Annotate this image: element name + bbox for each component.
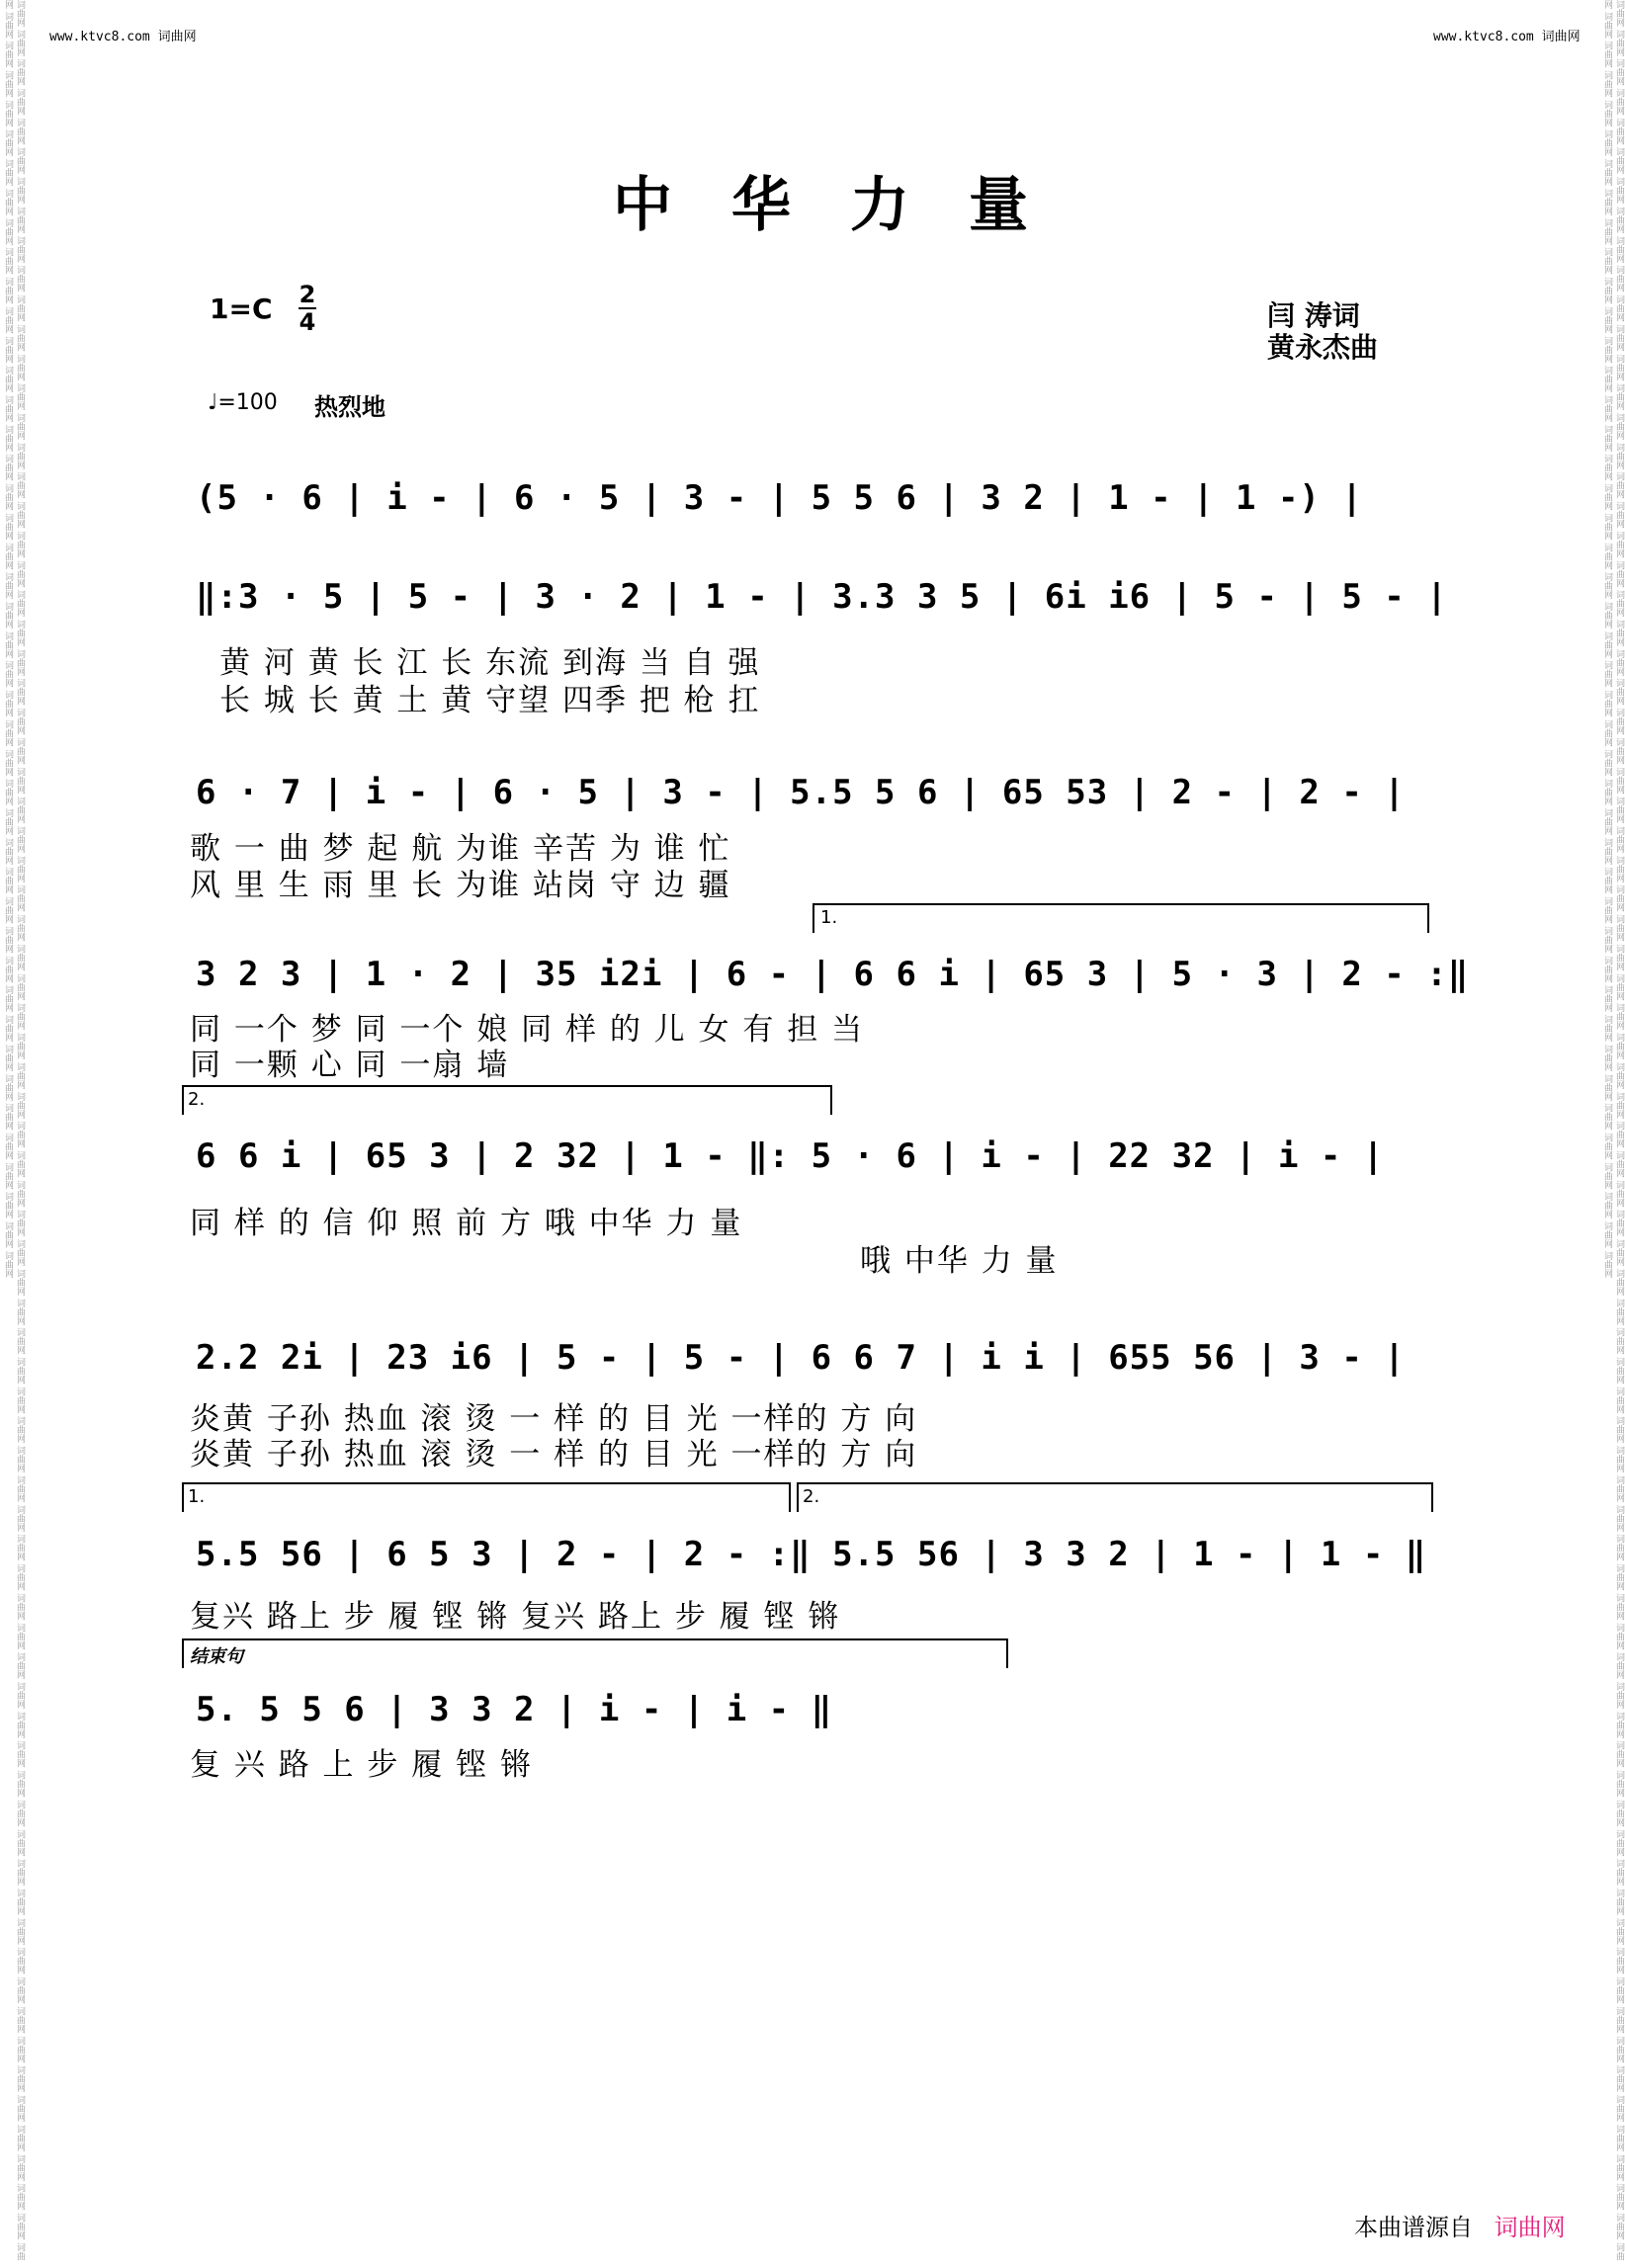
right-watermark-strip (1601, 0, 1624, 2268)
lyrics-line-4-verse-1: 同 一个 梦 同 一个 娘 同 样 的 儿 女 有 担 当 (190, 1012, 865, 1048)
lyrics-line-6-verse-1: 炎黄 子孙 热血 滚 烫 一 样 的 目 光 一样的 方 向 (190, 1401, 918, 1437)
coda-bracket (182, 1638, 1008, 1668)
lyrics-line-2-verse-2: 长 城 长 黄 土 黄 守望 四季 把 枪 扛 (219, 683, 761, 718)
time-sig-denominator: 4 (299, 308, 316, 336)
header-left: www.ktvc8.com 词曲网 (49, 30, 197, 44)
time-signature (299, 283, 316, 334)
time-sig-numerator: 2 (299, 281, 316, 308)
composer-credit: 黄永杰曲 (1267, 331, 1379, 364)
lyrics-line-4-verse-2: 同 一颗 心 同 一扇 墙 (190, 1048, 510, 1083)
lyrics-line-7: 复兴 路上 步 履 铿 锵 复兴 路上 步 履 铿 锵 (190, 1599, 841, 1635)
line7-second-ending-bracket (797, 1482, 1433, 1512)
lyrics-line-5-verse-1: 同 样 的 信 仰 照 前 方 哦 中华 力 量 (190, 1206, 743, 1241)
coda-label: 结束句 (190, 1646, 243, 1667)
lyrics-line-8: 复 兴 路 上 步 履 铿 锵 (190, 1747, 533, 1783)
lyricist-credit: 闫 涛词 (1267, 299, 1360, 332)
score-line-8: 5. 5 5 6 | 3 3 2 | i - | i - ‖ (196, 1690, 833, 1729)
line7-first-ending-bracket (182, 1482, 791, 1512)
first-ending-bracket (812, 903, 1429, 933)
lyrics-line-5-verse-2: 哦 中华 力 量 (860, 1243, 1059, 1279)
score-line-2: ‖:3 · 5 | 5 - | 3 · 2 | 1 - | 3.3 3 5 | 6i i6 | 5 - | 5 - | (196, 577, 1448, 617)
lyrics-line-3-verse-1: 歌 一 曲 梦 起 航 为谁 辛苦 为 谁 忙 (190, 831, 731, 867)
key-signature: 1=C (210, 293, 273, 325)
line7-first-ending-label: 1. (188, 1486, 206, 1507)
tempo-marking: ♩=100 (208, 390, 278, 415)
right-watermark-text: 词曲网 词曲网 词曲网 词曲网 词曲网 词曲网 词曲网 词曲网 词曲网 词曲网 词曲网 词曲网 词曲网 词曲网 词曲网 词曲网 词曲网 词曲网 词曲网 词曲网 词曲网 词曲网 词曲网 词曲网 词曲网 词曲网 词曲网 词曲网 词曲网 词曲网 词曲网 词曲网 词曲网 词曲网 词曲网 词曲网 词曲网 词曲网 词曲网 词曲网 词曲网 词曲网 词曲网 词曲网 词曲网 词曲网 词曲网 词曲网 词曲网 词曲网 词曲网 词曲网 词曲网 词曲网 词曲网 词曲网 词曲网 词曲网 词曲网 词曲网 词曲网 词曲网 词曲网 词曲网 词曲网 词曲网 词曲网 词曲网 词曲网 词曲网 词曲网 词曲网 词曲网 词曲网 词曲网 词曲网 词曲网 词曲网 词曲网 词曲网 词曲网 词曲网 词曲网 词曲网 词曲网 词曲网 词曲网 词曲网 词曲网 词曲网 词曲网 词曲网 词曲网 词曲网 词曲网 词曲网 词曲网 词曲网 词曲网 词曲网 词曲网 词曲网 词曲网 词曲网 词曲网 词曲网 词曲网 词曲网 词曲网 词曲网 词曲网 词曲网 词曲网 词曲网 词曲网 词曲网 词曲网 词曲网 词曲网 词曲网 (1602, 0, 1624, 2261)
expression-marking: 热烈地 (314, 393, 385, 421)
line7-second-ending-label: 2. (803, 1486, 820, 1507)
score-line-6: 2.2 2i | 23 i6 | 5 - | 5 - | 6 6 7 | i i | 655 56 | 3 - | (196, 1338, 1406, 1378)
footer-text: 本曲谱源自 (1354, 2214, 1473, 2241)
first-ending-label: 1. (820, 907, 838, 928)
score-line-5: 6 6 i | 65 3 | 2 32 | 1 - ‖: 5 · 6 | i - | 22 32 | i - | (196, 1136, 1385, 1176)
song-title: 中华力量 (613, 171, 1087, 240)
footer-brand-link[interactable]: 词曲网 (1494, 2214, 1566, 2241)
footer-attribution (1354, 2208, 1566, 2242)
score-line-3: 6 · 7 | i - | 6 · 5 | 3 - | 5.5 5 6 | 65 53 | 2 - | 2 - | (196, 773, 1406, 812)
score-line-7: 5.5 56 | 6 5 3 | 2 - | 2 - :‖ 5.5 56 | 3 3 2 | 1 - | 1 - ‖ (196, 1535, 1427, 1574)
score-line-4: 3 2 3 | 1 · 2 | 35 i2i | 6 - | 6 6 i | 65 3 | 5 · 3 | 2 - :‖ (196, 955, 1470, 994)
lyrics-line-6-verse-2: 炎黄 子孙 热血 滚 烫 一 样 的 目 光 一样的 方 向 (190, 1437, 918, 1472)
score-line-1: (5 · 6 | i - | 6 · 5 | 3 - | 5 5 6 | 3 2 | 1 - | 1 -) | (196, 478, 1363, 518)
lyrics-line-3-verse-2: 风 里 生 雨 里 长 为谁 站岗 守 边 疆 (190, 868, 731, 903)
lyrics-line-2-verse-1: 黄 河 黄 长 江 长 东流 到海 当 自 强 (219, 645, 761, 681)
header-right: www.ktvc8.com 词曲网 (1433, 30, 1581, 44)
second-ending-bracket (182, 1085, 832, 1115)
left-watermark-text: 词曲网 词曲网 词曲网 词曲网 词曲网 词曲网 词曲网 词曲网 词曲网 词曲网 词曲网 词曲网 词曲网 词曲网 词曲网 词曲网 词曲网 词曲网 词曲网 词曲网 词曲网 词曲网 词曲网 词曲网 词曲网 词曲网 词曲网 词曲网 词曲网 词曲网 词曲网 词曲网 词曲网 词曲网 词曲网 词曲网 词曲网 词曲网 词曲网 词曲网 词曲网 词曲网 词曲网 词曲网 词曲网 词曲网 词曲网 词曲网 词曲网 词曲网 词曲网 词曲网 词曲网 词曲网 词曲网 词曲网 词曲网 词曲网 词曲网 词曲网 词曲网 词曲网 词曲网 词曲网 词曲网 词曲网 词曲网 词曲网 词曲网 词曲网 词曲网 词曲网 词曲网 词曲网 词曲网 词曲网 词曲网 词曲网 词曲网 词曲网 词曲网 词曲网 词曲网 词曲网 词曲网 词曲网 词曲网 词曲网 词曲网 词曲网 词曲网 词曲网 词曲网 词曲网 词曲网 词曲网 词曲网 词曲网 词曲网 词曲网 词曲网 词曲网 词曲网 词曲网 词曲网 词曲网 词曲网 词曲网 词曲网 词曲网 词曲网 词曲网 词曲网 词曲网 词曲网 词曲网 词曲网 词曲网 词曲网 词曲网 (3, 0, 25, 2261)
second-ending-label: 2. (188, 1089, 206, 1110)
left-watermark-strip (2, 0, 25, 2268)
